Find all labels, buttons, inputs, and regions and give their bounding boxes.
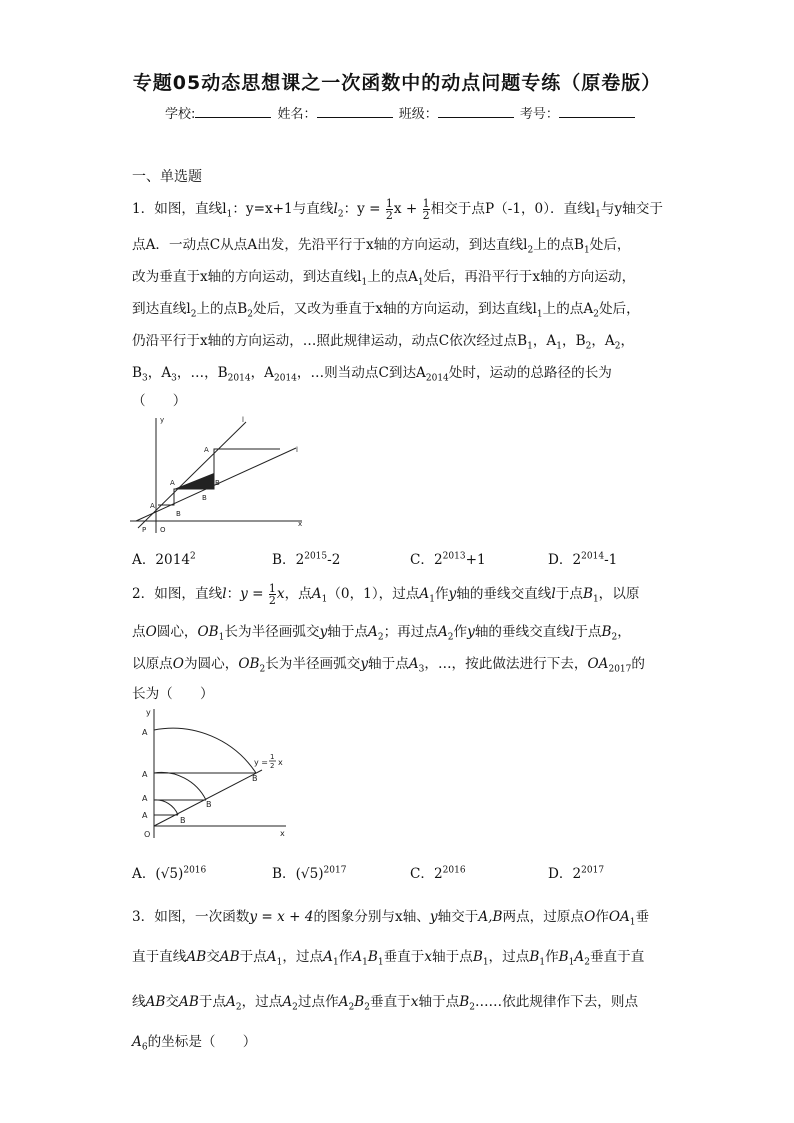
q3-line-3: 线AB交AB于点$A_2$，过点$A_2$过点作$A_2B_2$垂直于x轴于点$B_2\dots\dots$依此规律作下去，则点 [132, 994, 639, 1013]
q2-line-1: 2．如图，直线l：y = $\frac{1}{2}$ x，点$A_1(0$，1），过点$A_1$作y轴的垂线交直线l于点$B_1$，以原 [132, 582, 640, 607]
step-path [158, 449, 280, 505]
fig2-label-o: O [144, 830, 151, 839]
q1-option-d[interactable]: D．$2^{2014}-1$ [548, 551, 618, 568]
arc-3 [154, 728, 256, 773]
q1-line-2: 点A．一动点C从点A出发，先沿平行于x轴的方向运动，到达直线$l_2$上的点$B_1$处后， [132, 237, 631, 256]
q1-line-1: 1．如图，直线$l_1$：y=x+1与直线$l_2$：y = $\frac{1}{2}$ x + $\frac{1}{2}$ 相交于点P（-1，0）．直线$l_1$与y轴交于 [132, 197, 663, 222]
fig1-label-b: B [202, 494, 207, 502]
q1-option-b[interactable]: B．$2^{2015}-2$ [272, 551, 341, 568]
class-blank[interactable] [438, 105, 514, 118]
arc-1 [154, 800, 178, 815]
fig1-label-a: A [150, 502, 155, 510]
fig1-label-a2: A [204, 446, 209, 454]
fig2-label-a4: A [142, 728, 148, 737]
fig2-eq-y: y = [254, 758, 268, 767]
line-l1 [138, 422, 246, 528]
fig2-label-y: y [146, 708, 151, 717]
fig1-label-x: x [298, 520, 303, 528]
fig2-label-a1: A [142, 811, 148, 820]
exam-no-blank[interactable] [559, 105, 635, 118]
section-title: 一、单选题 [132, 169, 202, 185]
student-info-line [165, 103, 637, 122]
q2-figure [138, 703, 298, 843]
fig2-label-x: x [280, 829, 285, 838]
q1-option-c[interactable]: C．$2^{2013}+1$ [410, 551, 486, 568]
q2-option-a[interactable]: A．$(√5)^{2016}$ [132, 865, 207, 882]
fig1-label-b2: B [215, 479, 220, 487]
q2-line-2: 点O圆心，$OB_1$长为半径画弧交y轴于点$A_2$；再过点$A_2$作y轴的垂线交直线l于点$B_2$， [132, 624, 631, 643]
name-blank[interactable] [317, 105, 393, 118]
fig2-eq-den: 2 [270, 762, 275, 770]
fig2-label-b1: B [180, 816, 186, 825]
class-label: 班级： [398, 107, 438, 122]
q3-line-4: $A_6$的坐标是（ ） [132, 1034, 257, 1053]
arc-2 [154, 772, 206, 800]
q2-option-b[interactable]: B．$(√5)^{2017}$ [272, 865, 347, 882]
exam-no-label: 考号： [519, 107, 559, 122]
q3-line-2: 直于直线AB交AB于点$A_1$，过点$A_1$作$A_1B_1$垂直于x轴于点$B_1$，过点$B_1$作$B_1A_2$垂直于直 [132, 949, 645, 968]
fig1-label-b1: B [176, 510, 181, 518]
fig2-eq-num: 1 [270, 753, 275, 761]
q1-line-3: 改为垂直于x轴的方向运动，到达直线$l_1$上的点$A_1$处后，再沿平行于x轴的方向运动， [132, 269, 636, 288]
school-blank[interactable] [195, 105, 271, 118]
fig2-label-b2: B [206, 800, 212, 809]
fig1-label-a1: A [170, 479, 175, 487]
q1-line-6: $B_3$，$A_3$，…，$B_{2014}$，$A_{2014}$，…则当动点C到达$A_{2014}$处时，运动的总路径的长为 [132, 365, 612, 384]
q2-option-d[interactable]: D．$2^{2017}$ [548, 865, 605, 882]
fig1-label-y: y [160, 416, 165, 424]
q1-line-4: 到达直线$l_2$上的点$B_2$处后，又改为垂直于x轴的方向运动，到达直线$l_1$上的点$A_2$处后， [132, 301, 640, 320]
fig1-label-l2: l [296, 446, 298, 454]
q2-line-3: 以原点O为圆心，$OB_2$长为半径画弧交y轴于点$A_3$，…，按此做法进行下去，$OA_{2017}$的 [132, 656, 645, 675]
fig2-eq-x: x [278, 758, 283, 767]
q2-option-c[interactable]: C．$2^{2016}$ [410, 865, 466, 882]
q1-paren: （ ） [132, 393, 187, 409]
fig2-label-a2: A [142, 794, 148, 803]
q3-line-1: 3．如图，一次函数y = x + 4的图象分别与x轴、y轴交于A,B两点，过原点O作$OA_1$垂 [132, 909, 650, 928]
fig1-label-p: P [142, 526, 147, 534]
q1-line-5: 仍沿平行于x轴的方向运动，…照此规律运动，动点C依次经过点$B_1$，$A_1$，$B_2$，$A_2$， [132, 333, 635, 352]
line-l [154, 770, 262, 826]
q1-option-a[interactable]: A．2014$^2$ [132, 551, 196, 568]
name-label: 姓名： [277, 107, 317, 122]
filled-triangle [174, 473, 214, 489]
fig2-label-a3: A [142, 770, 148, 779]
school-label: 学校: [165, 107, 196, 122]
fig1-label-o: O [160, 526, 166, 534]
page-title: 专题05动态思想课之一次函数中的动点问题专练（原卷版） [132, 72, 662, 94]
fig1-label-l1: l [242, 416, 244, 424]
q1-figure [130, 412, 310, 534]
q2-line-4: 长为（ ） [132, 686, 214, 702]
fig2-label-b3: B [252, 774, 258, 783]
